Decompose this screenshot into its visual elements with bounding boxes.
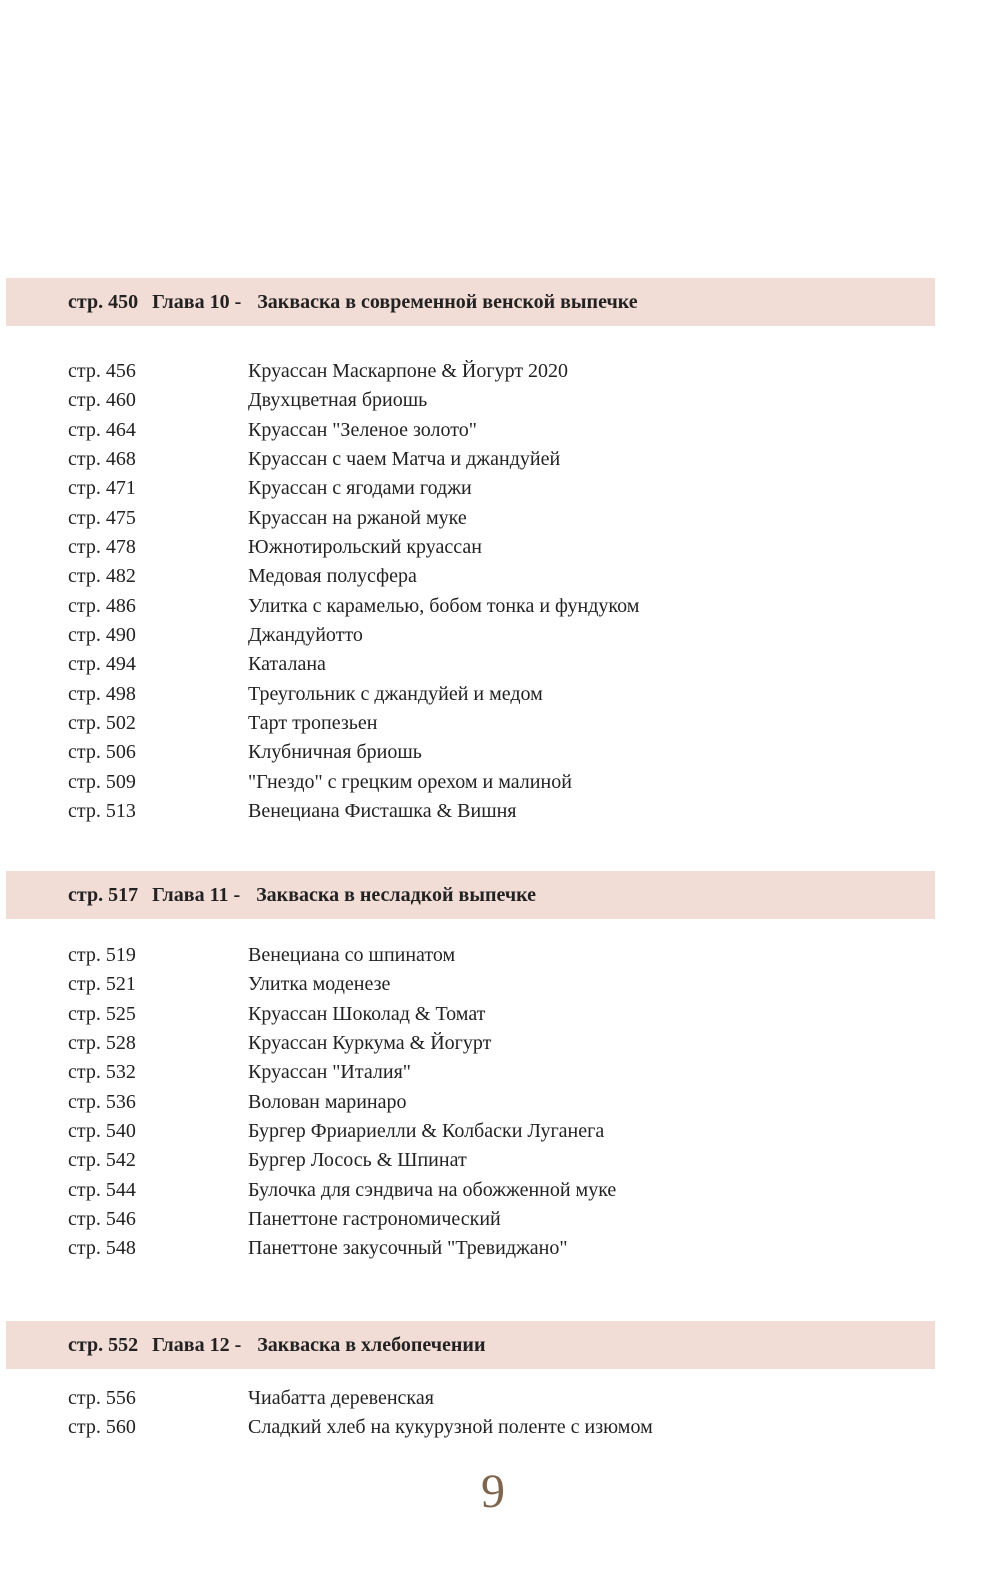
toc-entry-row (68, 970, 1000, 999)
recipe-title: Тарт тропезьен (248, 712, 378, 735)
toc-entry-row (68, 1117, 1000, 1146)
chapter-page-label: стр. 517 (68, 883, 139, 906)
recipe-page-label: стр. 546 (68, 1208, 136, 1231)
recipe-page-label: стр. 548 (68, 1237, 136, 1260)
toc-entry-row (68, 1146, 1000, 1175)
recipe-page-label: стр. 532 (68, 1061, 136, 1084)
toc-entry-row (68, 1088, 1000, 1117)
recipe-page-label: стр. 556 (68, 1387, 136, 1410)
recipe-title: Круассан "Зеленое золото" (248, 418, 477, 441)
toc-entry-row (68, 592, 1000, 621)
recipe-page-label: стр. 478 (68, 536, 136, 559)
recipe-page-label: стр. 525 (68, 1002, 136, 1025)
recipe-title: Панеттоне гастрономический (248, 1208, 501, 1231)
recipe-page-label: стр. 519 (68, 944, 136, 967)
recipe-list (68, 357, 1000, 826)
recipe-title: Бургер Фриариелли & Колбаски Луганега (248, 1120, 605, 1143)
recipe-title: "Гнездо" с грецким орехом и малиной (248, 770, 572, 793)
recipe-list (68, 1384, 1000, 1443)
chapter-label: Глава 12 - (152, 1333, 242, 1356)
recipe-title: Джандуйотто (248, 624, 363, 647)
chapter-heading-bar (6, 278, 935, 326)
toc-entry-row (68, 680, 1000, 709)
recipe-page-label: стр. 540 (68, 1120, 136, 1143)
recipe-title: Круассан с чаем Матча и джандуйей (248, 448, 561, 471)
recipe-page-label: стр. 498 (68, 682, 136, 705)
recipe-title: Венециана со шпинатом (248, 944, 456, 967)
recipe-title: Волован маринаро (248, 1090, 407, 1113)
chapter-title: Закваска в хлебопечении (257, 1333, 486, 1356)
recipe-title: Венециана Фисташка & Вишня (248, 800, 517, 823)
recipe-title: Двухцветная бриошь (248, 389, 428, 412)
recipe-title: Круассан Маскарпоне & Йогурт 2020 (248, 360, 569, 383)
chapter-heading-bar (6, 871, 935, 919)
toc-entry-row (68, 1384, 1000, 1413)
recipe-title: Круассан с ягодами годжи (248, 477, 472, 500)
recipe-page-label: стр. 494 (68, 653, 136, 676)
recipe-page-label: стр. 536 (68, 1090, 136, 1113)
recipe-page-label: стр. 506 (68, 741, 136, 764)
chapter-page-label: стр. 450 (68, 290, 139, 313)
recipe-page-label: стр. 468 (68, 448, 136, 471)
chapter-heading-bar (6, 1321, 935, 1369)
toc-entry-row (68, 533, 1000, 562)
recipe-title: Улитка с карамелью, бобом тонка и фундуком (248, 594, 640, 617)
recipe-page-label: стр. 456 (68, 360, 136, 383)
toc-entry-row (68, 445, 1000, 474)
recipe-title: Панеттоне закусочный "Тревиджано" (248, 1237, 568, 1260)
recipe-title: Сладкий хлеб на кукурузной поленте с изюмом (248, 1416, 653, 1439)
recipe-page-label: стр. 521 (68, 973, 136, 996)
recipe-page-label: стр. 560 (68, 1416, 136, 1439)
recipe-page-label: стр. 544 (68, 1178, 136, 1201)
toc-entry-row (68, 768, 1000, 797)
toc-entry-row (68, 709, 1000, 738)
toc-entry-row (68, 1413, 1000, 1442)
toc-entry-row (68, 738, 1000, 767)
toc-entry-row (68, 474, 1000, 503)
toc-entry-row (68, 1029, 1000, 1058)
recipe-list (68, 941, 1000, 1264)
chapter-title: Закваска в несладкой выпечке (256, 883, 537, 906)
toc-entry-row (68, 1205, 1000, 1234)
recipe-title: Круассан Шоколад & Томат (248, 1002, 486, 1025)
chapter-label: Глава 10 - (152, 290, 242, 313)
toc-entry-row (68, 941, 1000, 970)
page-number: 9 (481, 1465, 505, 1518)
toc-entry-row (68, 386, 1000, 415)
recipe-page-label: стр. 486 (68, 594, 136, 617)
recipe-page-label: стр. 475 (68, 506, 136, 529)
chapter-title: Закваска в современной венской выпечке (257, 290, 638, 313)
toc-entry-row (68, 357, 1000, 386)
recipe-page-label: стр. 528 (68, 1032, 136, 1055)
recipe-page-label: стр. 464 (68, 418, 136, 441)
recipe-title: Медовая полусфера (248, 565, 417, 588)
recipe-page-label: стр. 502 (68, 712, 136, 735)
recipe-title: Бургер Лосось & Шпинат (248, 1149, 467, 1172)
toc-entry-row (68, 562, 1000, 591)
toc-entry-row (68, 797, 1000, 826)
recipe-page-label: стр. 460 (68, 389, 136, 412)
recipe-title: Булочка для сэндвича на обожженной муке (248, 1178, 617, 1201)
recipe-page-label: стр. 482 (68, 565, 136, 588)
recipe-title: Каталана (248, 653, 326, 676)
toc-entry-row (68, 504, 1000, 533)
recipe-page-label: стр. 509 (68, 770, 136, 793)
recipe-title: Клубничная бриошь (248, 741, 422, 764)
recipe-title: Круассан Куркума & Йогурт (248, 1032, 492, 1055)
recipe-page-label: стр. 513 (68, 800, 136, 823)
recipe-title: Улитка моденезе (248, 973, 391, 996)
recipe-page-label: стр. 490 (68, 624, 136, 647)
toc-entry-row (68, 416, 1000, 445)
toc-entry-row (68, 621, 1000, 650)
toc-entry-row (68, 650, 1000, 679)
toc-entry-row (68, 1176, 1000, 1205)
chapter-page-label: стр. 552 (68, 1333, 139, 1356)
chapter-label: Глава 11 - (152, 883, 241, 906)
recipe-title: Треугольник с джандуйей и медом (248, 682, 543, 705)
recipe-title: Чиабатта деревенская (248, 1387, 434, 1410)
recipe-title: Круассан на ржаной муке (248, 506, 467, 529)
recipe-title: Южнотирольский круассан (248, 536, 482, 559)
toc-entry-row (68, 1058, 1000, 1087)
toc-entry-row (68, 1000, 1000, 1029)
recipe-page-label: стр. 471 (68, 477, 136, 500)
toc-entry-row (68, 1234, 1000, 1263)
recipe-title: Круассан "Италия" (248, 1061, 411, 1084)
recipe-page-label: стр. 542 (68, 1149, 136, 1172)
